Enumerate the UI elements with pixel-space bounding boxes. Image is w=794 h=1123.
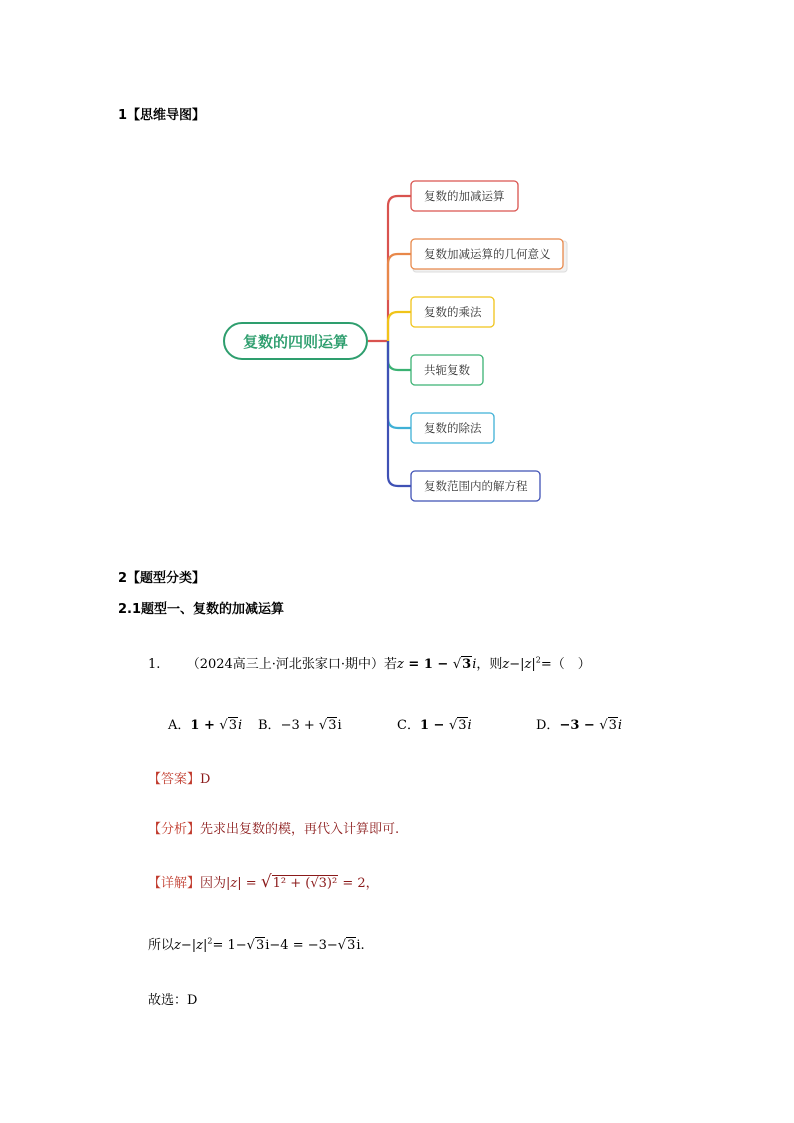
connector-4 [388, 341, 411, 370]
branch-label-2: 复数加减运算的几何意义 [424, 247, 551, 261]
root-label: 复数的四则运算 [242, 333, 349, 351]
analysis-text: 先求出复数的模，再代入计算即可. [200, 822, 400, 837]
section-2-1-heading: 2.1题型一、复数的加减运算 [118, 602, 285, 617]
question-ask-expr: z−|z| [502, 657, 536, 672]
answer-value: D [200, 772, 211, 787]
detail-line-2 [148, 934, 365, 953]
detail-tag: 【详解】 [148, 876, 201, 891]
branch-label-5: 复数的除法 [424, 421, 482, 435]
connector-3 [388, 312, 411, 341]
detail-abs: |z| [226, 876, 242, 891]
question-ask-sup: 2 [535, 655, 541, 665]
connector-6 [388, 341, 411, 486]
answer-tag: 【答案】 [148, 772, 201, 787]
branch-label-6: 复数范围内的解方程 [424, 479, 528, 493]
connector-2 [388, 254, 411, 300]
detail-pre: 因为 [200, 876, 227, 891]
detail-result: = 2， [338, 876, 379, 891]
question-source: （2024高三上·河北张家口·期中）若 [186, 657, 398, 672]
branch-label-3: 复数的乘法 [424, 305, 482, 319]
analysis-tag: 【分析】 [148, 822, 201, 837]
choice-a[interactable]: A．1 + √3i [168, 718, 243, 733]
answer-line [148, 768, 210, 787]
question-sqrt: √3 [452, 657, 472, 672]
connector-5 [388, 341, 411, 428]
choice-d[interactable]: D．−3 − √3i [536, 718, 623, 733]
detail-line2-c: i. [356, 938, 365, 953]
connector-1 [368, 196, 411, 341]
question-ask-tail: =（ ） [540, 657, 591, 672]
question-z: z [397, 657, 404, 672]
detail-line [148, 872, 379, 892]
question-i: i [472, 657, 477, 672]
detail-line2-sqrt2: √3 [337, 938, 356, 953]
detail-line2-expr: z−|z| [174, 938, 208, 953]
detail-line2-sup: 2 [207, 936, 213, 946]
question-ask-mid: ，则 [476, 657, 503, 672]
detail-line2-sqrt1: √3 [246, 938, 265, 953]
detail-sqrt: √1² + (√3)² [260, 872, 338, 892]
choice-c[interactable]: C．1 − √3i [397, 718, 472, 733]
analysis-line [148, 818, 399, 837]
question-z-eq: = 1 − [403, 657, 453, 672]
question-number: 1. [148, 657, 161, 672]
choice-b[interactable]: B．−3 + √3i [258, 718, 342, 733]
detail-line2-b: i−4 = −3− [265, 938, 338, 953]
branch-label-1: 复数的加减运算 [424, 189, 505, 203]
branch-label-4: 共轭复数 [424, 363, 470, 377]
conclusion-line: 故选：D [148, 993, 198, 1008]
question-line [148, 653, 591, 672]
detail-line2-pre: 所以 [148, 938, 175, 953]
section-1-heading: 1【思维导图】 [118, 108, 206, 123]
detail-line2-a: = 1− [212, 938, 247, 953]
section-2-heading: 2【题型分类】 [118, 571, 206, 586]
detail-eq: = [241, 876, 261, 891]
mind-map [0, 0, 794, 560]
